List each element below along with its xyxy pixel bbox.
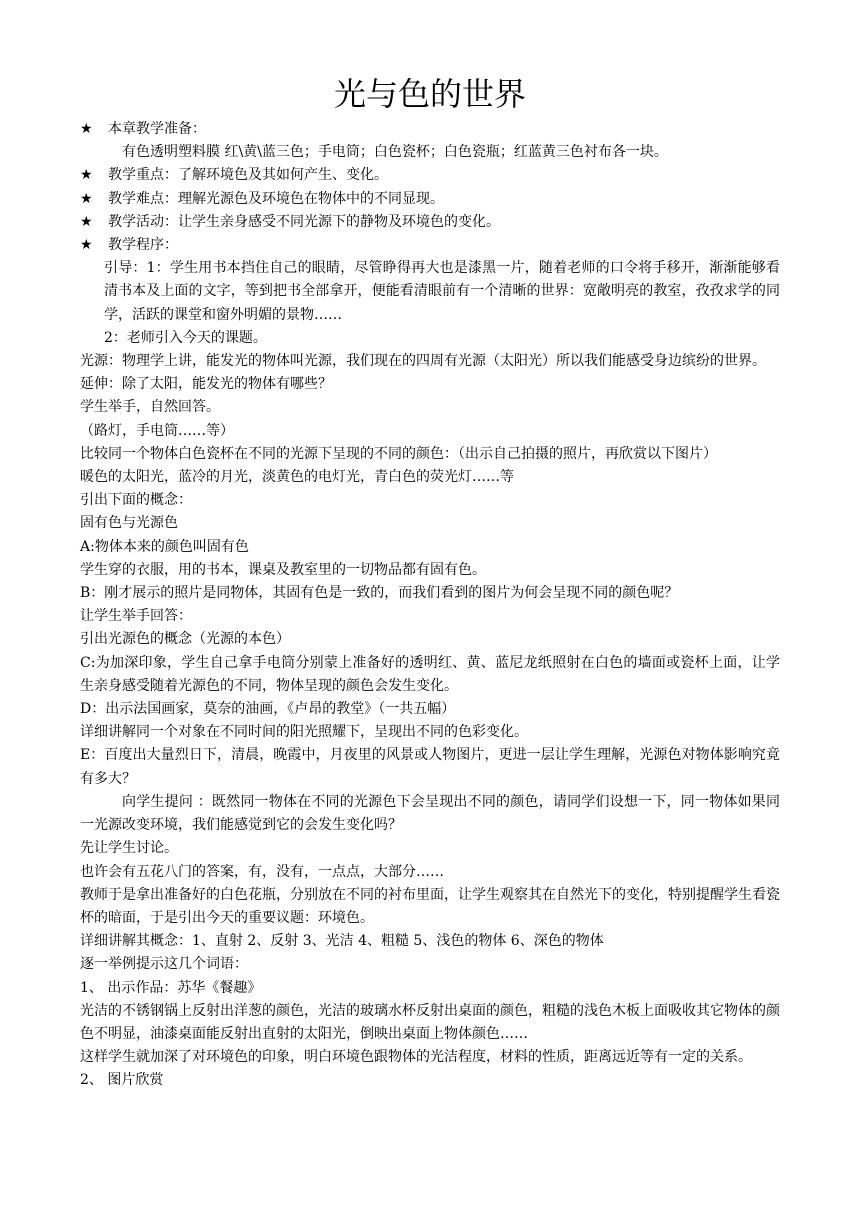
star-icon: ★ [80, 190, 93, 207]
bullet-prep: ★ 本章教学准备： [80, 118, 780, 141]
star-icon: ★ [80, 167, 93, 184]
bullet-procedure: ★ 教学程序： [80, 234, 780, 257]
star-icon: ★ [80, 121, 93, 137]
paragraph: 也许会有五花八门的答案，有，没有，一点点，大部分…… [80, 863, 444, 880]
paragraph: E：百度出大量烈日下，清晨，晚霞中，月夜里的风景或人物图片，更进一层让学生理解，光源色对物体影响究竟有多大？ [80, 747, 780, 787]
bullet-difficulty: ★ 教学难点：理解光源色及环境色在物体中的不同显现。 [80, 188, 780, 211]
paragraph: C:为加深印象，学生自己拿手电筒分别蒙上准备好的透明红、黄、蓝尼龙纸照射在白色的墙面或瓷杯上面，让学生亲身感受随着光源色的不同，物体呈现的颜色会发生变化。 [80, 654, 780, 694]
paragraph: A:物体本来的颜色叫固有色 [80, 538, 249, 555]
paragraph: 延伸：除了太阳，能发光的物体有哪些？ [80, 376, 332, 393]
question-paragraph: 向学生提问 ：既然同一物体在不同的光源色下会呈现出不同的颜色，请同学们设想一下，同一物体如果同一光源改变环境，我们能感觉到它的会发生变化吗？ [80, 793, 780, 834]
paragraph: 2、 图片欣赏 [80, 1072, 164, 1089]
paragraph: 暖色的太阳光，蓝冷的月光，淡黄色的电灯光，青白色的荧光灯……等 [80, 469, 514, 486]
paragraph: （路灯，手电筒……等） [80, 422, 234, 439]
star-icon: ★ [80, 213, 93, 230]
paragraph: 学生举手，自然回答。 [80, 399, 220, 416]
bullet-activity: ★ 教学活动：让学生亲身感受不同光源下的静物及环境色的变化。 [80, 211, 780, 234]
paragraph: B：刚才展示的照片是同物体，其固有色是一致的，而我们看到的图片为何会呈现不同的颜色呢？ [80, 585, 679, 602]
bullet-key-point: ★ 教学重点：了解环境色及其如何产生、变化。 [80, 164, 780, 187]
paragraph: 让学生举手回答： [80, 608, 192, 625]
paragraph: D：出示法国画家，莫奈的油画，《卢昂的教堂》（一共五幅） [80, 701, 456, 718]
paragraph: 固有色与光源色 [80, 515, 178, 532]
paragraph: 逐一举例提示这几个词语： [80, 956, 248, 973]
star-icon: ★ [80, 237, 93, 254]
intro-step-1: 引导：1：学生用书本挡住自己的眼睛，尽管睁得再大也是漆黑一片，随着老师的口令将手移开，渐渐能够看清书本及上面的文字，等到把书全部拿开，便能看清眼前有一个清晰的世界：宽敞明亮的教室，孜孜求学的同学，活跃的课堂和窗外明媚的景物…… [104, 260, 780, 323]
page-title: 光与色的世界 [333, 75, 526, 113]
paragraph: 比较同一个物体白色瓷杯在不同的光源下呈现的不同的颜色：（出示自己拍摄的照片，再欣赏以下图片） [80, 445, 717, 462]
paragraph: 这样学生就加深了对环境色的印象，明白环境色跟物体的光洁程度，材料的性质，距离远近等有一定的关系。 [80, 1049, 752, 1066]
paragraph: 详细讲解其概念：1、直射 2、反射 3、光洁 4、粗糙 5、浅色的物体 6、深色的物体 [80, 933, 604, 950]
paragraph: 学生穿的衣服，用的书本，课桌及教室里的一切物品都有固有色。 [80, 561, 486, 578]
intro-step-2: 2：老师引入今天的课题。 [104, 329, 267, 346]
document-body [80, 118, 780, 1093]
paragraph: 详细讲解同一个对象在不同时间的阳光照耀下，呈现出不同的色彩变化。 [80, 724, 528, 741]
paragraph: 光源：物理学上讲，能发光的物体叫光源，我们现在的四周有光源（太阳光）所以我们能感受身边缤纷的世界。 [80, 353, 766, 370]
paragraph: 1、 出示作品：苏华《餐趣》 [80, 979, 262, 996]
paragraph: 光洁的不锈钢锅上反射出洋葱的颜色，光洁的玻璃水杯反射出桌面的颜色，粗糙的浅色木板上面吸收其它物体的颜色不明显，油漆桌面能反射出直射的太阳光，倒映出桌面上物体颜色…… [80, 1002, 780, 1042]
paragraph: 教师于是拿出准备好的白色花瓶，分别放在不同的衬布里面，让学生观察其在自然光下的变化，特别提醒学生看瓷杯的暗面，于是引出今天的重要议题：环境色。 [80, 886, 780, 926]
paragraph: 引出光源色的概念（光源的本色） [80, 631, 290, 648]
paragraph: 先让学生讨论。 [80, 840, 178, 857]
paragraph: 引出下面的概念： [80, 492, 192, 509]
prep-items: 有色透明塑料膜 红\黄\蓝三色；手电筒；白色瓷杯；白色瓷瓶；红蓝黄三色衬布各一块。 [122, 144, 668, 161]
